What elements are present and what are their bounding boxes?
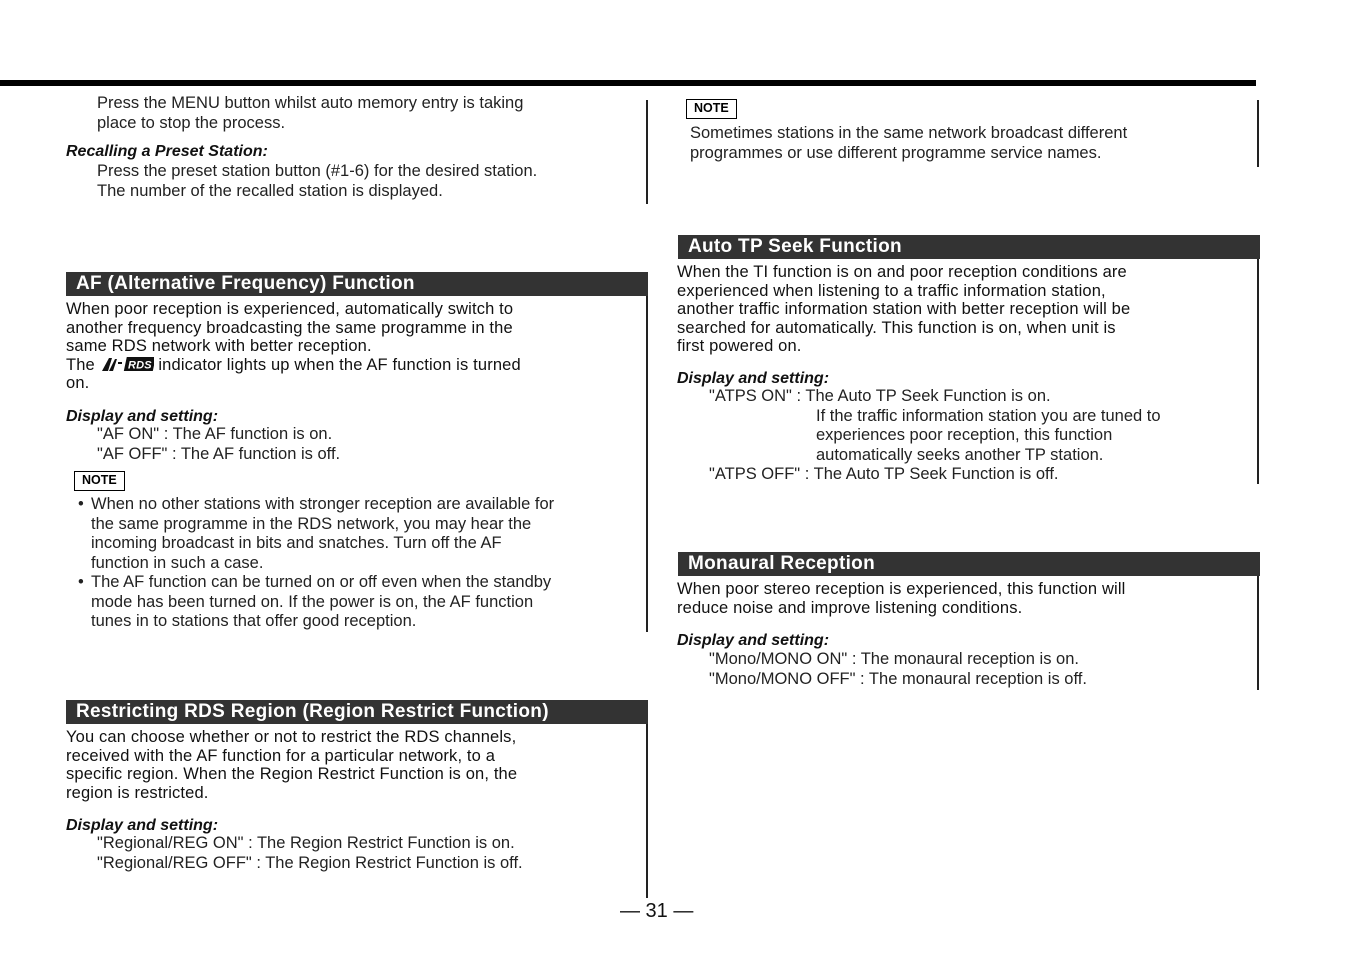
top-rule	[0, 80, 1256, 86]
column-rule	[646, 700, 648, 898]
tp-description: When the TI function is on and poor reception conditions are experienced when listening to a traffic information station, another traffic information station with better reception will be searched for automatically. This function is on, when unit is first powered on.	[677, 263, 1131, 355]
list-item: • When no other stations with stronger reception are available for the same programme in the RDS network, you may hear the incoming broadcast in bits and snatches. Turn off the AF function in such a case.	[78, 495, 555, 572]
tp-display-label: Display and setting:	[677, 370, 830, 387]
region-settings: "Regional/REG ON" : The Region Restrict Function is on. "Regional/REG OFF" : The Region Restrict Function is off.	[97, 834, 523, 872]
tp-settings: "ATPS ON" : The Auto TP Seek Function is on. If the traffic information station you are tuned to experiences poor reception, this function automatically seeks another TP station. "ATPS OFF" : The Auto TP Seek Function is off.	[709, 387, 1161, 483]
mono-description: When poor stereo reception is experienced, this function will reduce noise and improve listening conditions.	[677, 580, 1126, 617]
column-rule	[1257, 236, 1259, 484]
auto-memory-stop-text: Press the MENU button whilst auto memory entry is taking place to stop the process.	[97, 94, 524, 132]
recall-preset-label: Recalling a Preset Station:	[66, 143, 268, 160]
svg-text:RDS: RDS	[127, 359, 152, 371]
region-section-heading: Restricting RDS Region (Region Restrict Function)	[66, 700, 648, 724]
mono-settings: "Mono/MONO ON" : The monaural reception is on. "Mono/MONO OFF" : The monaural reception is off.	[709, 650, 1087, 688]
af-description: When poor reception is experienced, automatically switch to another frequency broadcasting the same programme in the same RDS network with better reception. The RDS indicator lights up when the AF function is turned on.	[66, 300, 521, 392]
af-rds-indicator-icon	[100, 356, 154, 372]
af-section-heading: AF (Alternative Frequency) Function	[66, 272, 648, 296]
af-note-badge: NOTE	[74, 471, 125, 491]
recall-preset-text: Press the preset station button (#1-6) for the desired station. The number of the recalled station is displayed.	[97, 162, 538, 200]
af-settings: "AF ON" : The AF function is on. "AF OFF" : The AF function is off.	[97, 425, 341, 463]
column-rule	[646, 272, 648, 632]
network-note-badge: NOTE	[686, 99, 737, 119]
region-description: You can choose whether or not to restrict the RDS channels, received with the AF function for a particular network, to a specific region. When the Region Restrict Function is on, the region is restricted.	[66, 728, 518, 802]
tp-section-heading: Auto TP Seek Function	[678, 235, 1260, 259]
af-note-bullets	[66, 495, 641, 632]
af-display-label: Display and setting:	[66, 408, 219, 425]
network-note-text: Sometimes stations in the same network broadcast different programmes or use different programme service names.	[690, 124, 1128, 162]
list-item: • The AF function can be turned on or off even when the standby mode has been turned on. If the power is on, the AF function tunes in to stations that offer good reception.	[78, 573, 552, 630]
column-rule	[1257, 100, 1259, 167]
page-number: — 31 —	[620, 900, 694, 922]
region-display-label: Display and setting:	[66, 817, 219, 834]
mono-display-label: Display and setting:	[677, 632, 830, 649]
column-rule	[646, 100, 648, 204]
mono-section-heading: Monaural Reception	[678, 552, 1260, 576]
